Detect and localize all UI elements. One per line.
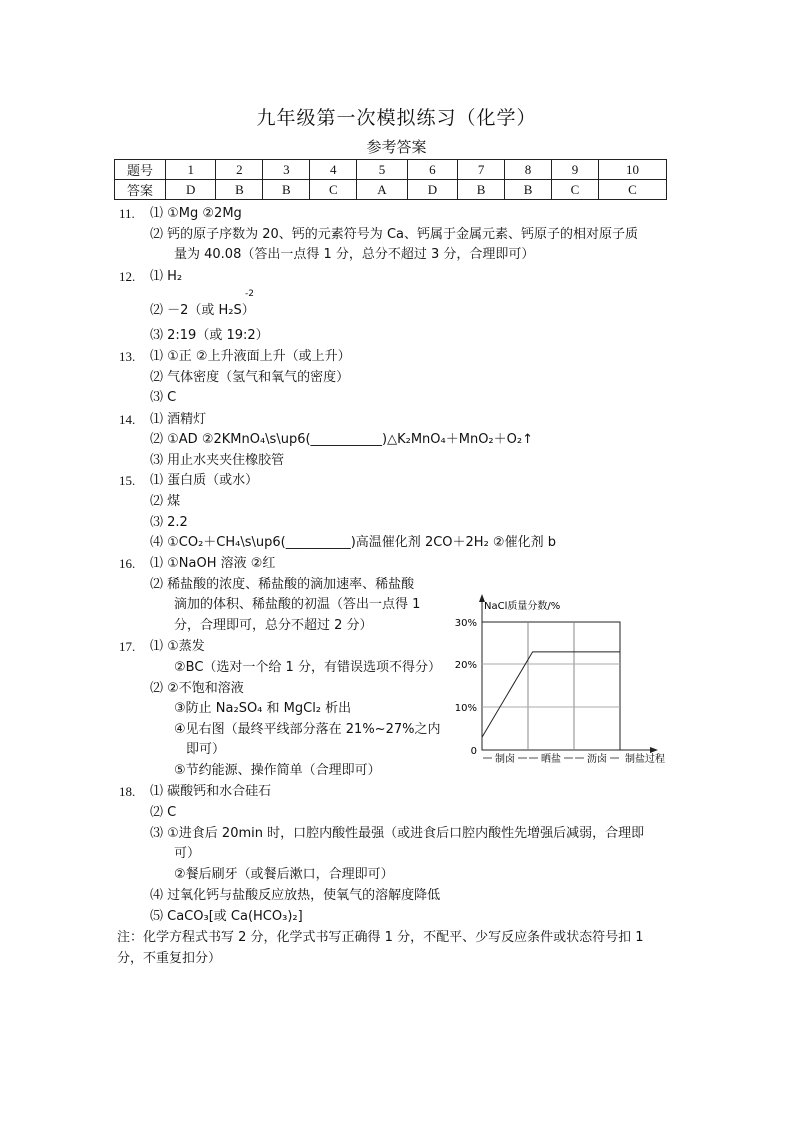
question-number: 14.: [119, 412, 136, 427]
answer-line: ⑴ 碳酸钙和水合硅石: [150, 784, 272, 799]
answer-line: ⑵ 气体密度（氢气和氧气的密度）: [150, 370, 350, 385]
answer-line: 分，合理即可，总分不超过 2 分）: [174, 618, 373, 633]
answer-line: ⑸ CaCO₃[或 Ca(HCO₃)₂]: [150, 909, 303, 924]
nacl-chart: [447, 592, 677, 774]
question-number: 11.: [119, 206, 135, 221]
stage-label: 晒盐: [541, 754, 561, 765]
y-tick-label: 30%: [454, 618, 477, 629]
answer-line: ②餐后刷牙（或餐后漱口，合理即可）: [174, 867, 394, 882]
answer-table: [114, 159, 667, 200]
y-tick-label: 10%: [454, 703, 477, 714]
plot-frame: [482, 622, 620, 750]
answer-line: ⑴ ①正 ②上升液面上升（或上升）: [150, 349, 351, 364]
y-tick-label: 20%: [454, 660, 477, 671]
origin-label: 0: [470, 746, 477, 757]
answer-line: ⑶ 用止水夹夹住橡胶管: [150, 453, 285, 468]
table-cell: 7: [458, 160, 505, 180]
table-cell: D: [166, 180, 216, 200]
table-row-answers: [115, 180, 667, 200]
answer-line: 即可）: [186, 742, 226, 757]
table-cell: C: [310, 180, 357, 200]
answer-line: ⑴ 酒精灯: [150, 412, 207, 427]
table-cell: 6: [407, 160, 457, 180]
page-title: 九年级第一次模拟练习（化学）: [256, 107, 537, 129]
answer-line: ⑵ －2（或 H₂S）: [150, 303, 255, 318]
answer-line: ④见右图（最终平线部分落在 21%~27%之内: [174, 722, 441, 737]
question-number: 13.: [119, 349, 136, 364]
table-cell: 5: [357, 160, 407, 180]
table-cell: 10: [598, 160, 666, 180]
question-number: 16.: [119, 556, 136, 571]
table-cell: C: [552, 180, 599, 200]
table-cell: D: [407, 180, 457, 200]
question-number: 12.: [119, 269, 136, 284]
table-cell: 3: [263, 160, 310, 180]
row-label: 题号: [115, 160, 166, 180]
answer-line: ⑤节约能源、操作简单（合理即可）: [174, 763, 381, 778]
answer-line: ⑴ 蛋白质（或水）: [150, 473, 259, 488]
answer-line: ⑷ 过氧化钙与盐酸反应放热，使氧气的溶解度降低: [150, 888, 441, 903]
answer-line: 量为 40.08（答出一点得 1 分，总分不超过 3 分，合理即可）: [174, 247, 535, 262]
answer-line: ⑴ ①NaOH 溶液 ②红: [150, 556, 276, 571]
answer-line: ⑴ H₂: [150, 269, 183, 284]
table-cell: 2: [216, 160, 263, 180]
answer-line: ⑶ ①进食后 20min 时，口腔内酸性最强（或进食后口腔内酸性先增强后减弱，合理即: [150, 826, 645, 841]
answer-line: ⑵ 钙的原子序数为 20、钙的元素符号为 Ca、钙属于金属元素、钙原子的相对原子质: [150, 227, 638, 242]
table-cell: B: [505, 180, 552, 200]
x-axis-arrow: [650, 747, 658, 753]
table-cell: 8: [505, 160, 552, 180]
answer-line: ⑴ ①Mg ②2Mg: [150, 206, 242, 221]
answer-line: ⑶ 2:19（或 19:2）: [150, 328, 269, 343]
note-line: 注：化学方程式书写 2 分，化学式书写正确得 1 分，不配平、少写反应条件或状态符号扣 1: [117, 930, 644, 945]
answer-line: 可）: [174, 846, 201, 861]
valence-mark: -2: [245, 289, 254, 299]
table-cell: 9: [552, 160, 599, 180]
table-cell: 1: [166, 160, 216, 180]
answer-line: ⑵ ②不饱和溶液: [150, 681, 244, 696]
answer-line: ⑵ ①AD ②2KMnO₄\s\up6(___________)△K₂MnO₄＋MnO₂＋O₂↑: [150, 432, 533, 447]
question-number: 15.: [119, 473, 136, 488]
note-line: 分，不重复扣分）: [117, 951, 222, 966]
answer-line: 滴加的体积、稀盐酸的初温（答出一点得 1: [174, 597, 421, 612]
y-axis-label: NaCl质量分数/%: [484, 601, 561, 612]
answer-line: ⑶ 2.2: [150, 515, 188, 530]
answer-line: ③防止 Na₂SO₄ 和 MgCl₂ 析出: [174, 701, 352, 716]
row-label: 答案: [115, 180, 166, 200]
answer-line: ⑶ C: [150, 390, 177, 405]
question-number: 18.: [119, 784, 136, 799]
series-line: [482, 652, 620, 737]
stage-label: 制卤: [495, 754, 515, 765]
page-subtitle: 参考答案: [366, 138, 427, 156]
table-cell: B: [216, 180, 263, 200]
table-cell: C: [598, 180, 666, 200]
table-cell: B: [263, 180, 310, 200]
x-axis-label: 制盐过程: [625, 754, 665, 765]
answer-line: ⑷ ①CO₂＋CH₄\s\up6(__________)高温催化剂 2CO＋2H₂ ②催化剂 b: [150, 535, 556, 550]
table-cell: 4: [310, 160, 357, 180]
answer-line: ⑴ ①蒸发: [150, 639, 205, 654]
answer-line: ⑵ 煤: [150, 494, 181, 509]
stage-label: 沥卤: [587, 754, 607, 765]
answer-line: ②BC（选对一个给 1 分，有错误选项不得分）: [174, 660, 441, 675]
table-cell: B: [458, 180, 505, 200]
table-row-numbers: [115, 160, 667, 180]
answer-line: ⑵ 稀盐酸的浓度、稀盐酸的滴加速率、稀盐酸: [150, 577, 415, 592]
answer-line: ⑵ C: [150, 805, 177, 820]
question-number: 17.: [119, 639, 136, 654]
table-cell: A: [357, 180, 407, 200]
